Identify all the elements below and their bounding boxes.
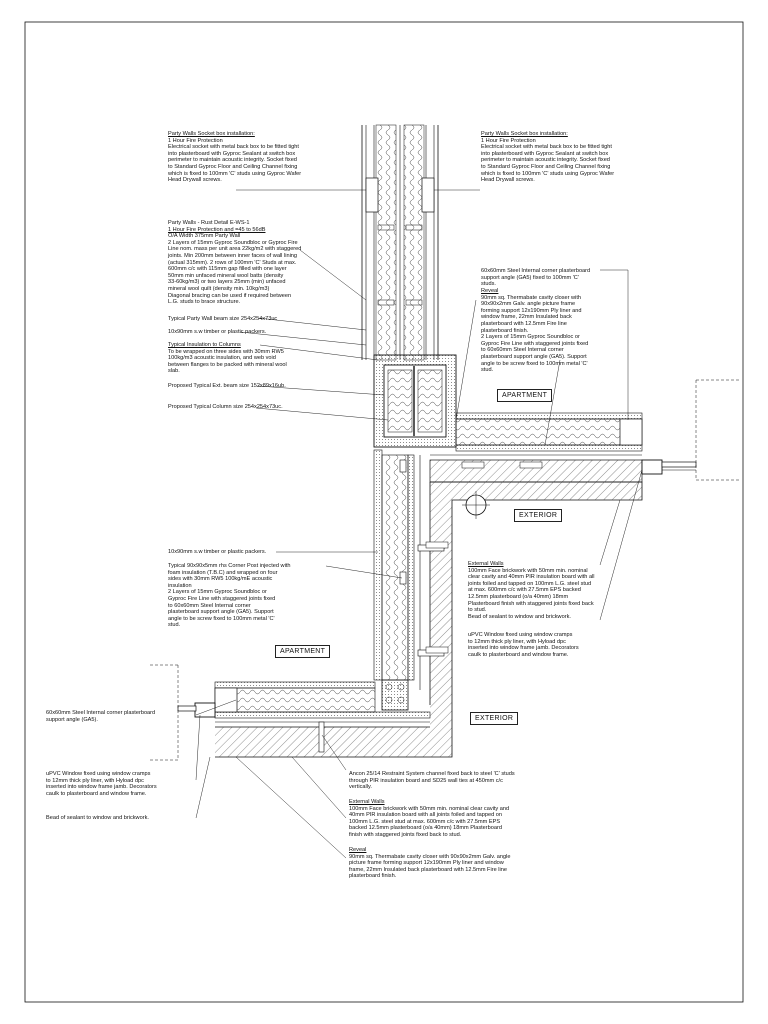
- note-line: O/A Width 375mm Party Wall: [168, 233, 241, 240]
- steel-column-junction: [374, 355, 456, 447]
- note-line: 60x60mm Steel Internal corner plasterboard: [46, 710, 156, 716]
- note-line: 50mm min unfaced mineral wool batts (density: [168, 272, 284, 279]
- note-line: to 12mm thick ply liner, with Hyload dpc: [468, 638, 566, 645]
- note-line: into plasterboard with Gyproc Sealant at switch box: [481, 150, 609, 157]
- note-line: which is fixed to 100mm 'C' studs using Gyproc Wafer: [168, 170, 302, 177]
- note-line: 100kg/m3 acoustic insulation, and web void: [168, 355, 276, 362]
- note-line: Head Drywall screws.: [481, 177, 535, 184]
- note-upvc-window-left: [46, 771, 206, 797]
- note-line: 2 Layers of 15mm Gyproc Soundbloc or: [168, 589, 267, 596]
- note-line: stud.: [168, 622, 181, 629]
- note-line: forming support 12x190mm Ply liner and: [481, 307, 582, 314]
- note-line: 2 Layers of 15mm Gyproc Soundbloc or: [481, 334, 580, 341]
- note-line: uPVC Window fixed using window cramps: [468, 632, 573, 638]
- note-line: 40mm PIR insulation board with all joints foiled and tapped on: [349, 812, 502, 819]
- note-line: perimeter to maintain acoustic integrity. Socket fixed: [168, 157, 297, 164]
- note-line: 1 Hour Fire Protection and =45 to 56dB: [168, 226, 266, 233]
- note-line: to 12mm thick ply liner, with Hyload dpc: [46, 777, 144, 784]
- note-line: backed 12.5mm plasterboard (o/a 40mm) 18mm Plasterboard: [349, 825, 502, 832]
- note-external-walls-bottom: [349, 799, 549, 839]
- note-column-size: Proposed Typical Column size 254x254x73uc.: [168, 404, 283, 410]
- note-heading: Party Walls Socket box installation:: [481, 131, 568, 137]
- note-socket-box-left: [168, 131, 368, 184]
- note-sealant-left: Bead of sealant to window and brickwork.: [46, 815, 149, 821]
- note-line: picture frame forming support 12x190mm Ply liner and window: [349, 860, 504, 867]
- note-line: 60x60mm Steel Internal corner plasterboard: [481, 268, 591, 274]
- note-corner-post: [168, 563, 368, 629]
- note-line: studs.: [481, 281, 496, 288]
- note-heading: External Walls: [468, 561, 504, 567]
- corner-post: [382, 680, 408, 710]
- note-line: plasterboard support angle (GA5). Support: [481, 353, 587, 360]
- note-line: 90mm sq. Thermabate cavity closer with: [481, 294, 581, 301]
- room-tag-exterior-upper: EXTERIOR: [514, 509, 562, 522]
- note-line: Electrical socket with metal back box to be fitted tight: [481, 144, 612, 151]
- party-wall-upper: [362, 125, 438, 360]
- note-upvc-window-right: [468, 632, 628, 658]
- note-line: stud.: [481, 367, 494, 374]
- note-line: 600mm c/c with 115mm gap filled with one layer: [168, 266, 287, 273]
- note-ext-beam: Proposed Typical Ext. beam size 152x89x16ub.: [168, 383, 286, 389]
- note-line: support angle (GA5) fixed to 100mm 'C': [481, 274, 579, 281]
- note-line: which is fixed to 100mm 'C' studs using Gyproc Wafer: [481, 170, 615, 177]
- note-line: slab.: [168, 368, 180, 375]
- note-line: sides with 30mm RW5 100kg/mE acoustic: [168, 576, 273, 583]
- note-line: to Standard Gyproc Floor and Ceiling Channel fixing: [481, 163, 611, 170]
- note-corner-angle-left: [46, 710, 206, 723]
- note-line: foam insulation (T.B.C) and wrapped on four: [168, 569, 278, 576]
- note-line: Head Drywall screws.: [168, 177, 222, 184]
- note-line: to 60x60mm Steel Internal corner: [168, 602, 251, 609]
- note-line: at max. 600mm c/c with 27.5mm EPS backed: [468, 587, 581, 594]
- note-line: window frame, 22mm Insulated back: [481, 314, 572, 321]
- note-line: caulk to plasterboard and window frame.: [46, 790, 147, 797]
- note-line: to stud.: [468, 607, 487, 614]
- note-line: joints foiled and tapped on 100mm L.G. steel stud: [468, 580, 592, 587]
- note-heading: Party Walls Socket box installation:: [168, 131, 255, 137]
- room-tag-apartment-lower: APARTMENT: [275, 645, 330, 658]
- note-heading: Typical Insulation to Columns: [168, 342, 241, 348]
- note-line: perimeter to maintain acoustic integrity. Socket fixed: [481, 157, 610, 164]
- note-packers-lower: 10x90mm s.w timber or plastic packers.: [168, 549, 267, 555]
- note-line: to Standard Gyproc Floor and Ceiling Channel fixing: [168, 163, 298, 170]
- note-line: Bead of sealant to window and brickwork.: [468, 613, 571, 620]
- note-line: angle to be screw fixed to 100mm metal 'C': [168, 615, 275, 622]
- room-tag-apartment-upper: APARTMENT: [497, 389, 552, 402]
- note-beam-size: Typical Party Wall beam size 254x254x73uc: [168, 316, 278, 322]
- note-line: plasterboard support angle (GA5). Support: [168, 609, 274, 616]
- note-line: Ancon 25/14 Restraint System channel fixed back to steel 'C' studs: [349, 771, 515, 777]
- note-line: Typical 90x90x5mm rhs Corner Post injected with: [168, 563, 291, 569]
- note-line: 33-60kg/m3) or two layers 25mm (min) unfaced: [168, 279, 286, 286]
- note-ancon: [349, 771, 589, 791]
- note-line: support angle (GA5).: [46, 716, 98, 723]
- note-line: Diagonal bracing can be used if required between: [168, 292, 292, 299]
- note-line: plasterboard finish.: [349, 873, 397, 880]
- note-line: frame, 22mm Insulated back plasterboard with 12.5mm Fire line: [349, 866, 507, 873]
- note-line: 1 Hour Fire Protection: [481, 137, 536, 144]
- note-line: clear cavity and 40mm PIR insulation board with all: [468, 574, 595, 581]
- note-line: 100mm Face brickwork with 50mm min. nominal: [468, 567, 588, 574]
- note-line: Gyproc Fire Line with staggered joints fixed: [481, 340, 589, 347]
- note-line: L.G. studs to brace structure.: [168, 299, 241, 306]
- note-line: Plasterboard finish with staggered joints fixed back: [468, 600, 594, 607]
- note-line: into plasterboard with Gyproc Sealant at switch box: [168, 150, 296, 157]
- note-line: plasterboard with 12.5mm Fire line: [481, 320, 567, 327]
- room-tag-exterior-lower: EXTERIOR: [470, 712, 518, 725]
- note-heading: Party Walls - Rust Detail E-WS-1: [168, 220, 250, 226]
- note-line: 90x90x2mm Galv. angle picture frame: [481, 301, 576, 308]
- note-line: 1 Hour Fire Protection: [168, 137, 223, 144]
- note-line: finish with staggered joints fixed back to stud.: [349, 831, 462, 838]
- note-heading: Reveal: [349, 847, 367, 853]
- note-reveal-bottom: [349, 847, 569, 880]
- note-line: To be wrapped on three sides with 30mm RW5: [168, 348, 284, 355]
- note-line: 12.5mm plasterboard (o/a 40mm) 18mm: [468, 593, 569, 600]
- note-line: inserted into window frame jamb. Decorators: [46, 784, 157, 791]
- note-line: angle to be screw fixed to 100mm metal 'C': [481, 360, 588, 367]
- note-line: to 60x60mm Steel Internal corner: [481, 347, 564, 354]
- note-line: joints. Min 200mm between inner faces of wall lining: [168, 252, 298, 259]
- note-line: 90mm sq. Thermabate cavity closer with 90x90x2mm Galv. angle: [349, 853, 511, 860]
- note-line: vertically.: [349, 784, 372, 791]
- note-socket-box-right: [481, 131, 681, 184]
- note-external-walls-right: [468, 561, 628, 620]
- note-line: insulation: [168, 582, 192, 589]
- note-line: 100mm Face brickwork with 50mm min. nominal clear cavity and: [349, 805, 510, 812]
- note-line: Line nom. mass per unit area 22kg/m2 with staggered: [168, 246, 302, 253]
- note-line: through PIR insulation board and SD25 wall ties at 450mm c/c: [349, 777, 503, 784]
- note-reveal-right: [481, 288, 631, 374]
- note-heading: Reveal: [481, 288, 499, 294]
- note-line: (actual 315mm). 2 rows of 100mm 'C' Studs at max.: [168, 259, 297, 266]
- note-line: Electrical socket with metal back box to be fitted tight: [168, 144, 299, 151]
- note-line: 2 Layers of 15mm Gyproc Soundbloc or Gyproc Fire: [168, 239, 298, 246]
- note-line: mineral wool quilt (density min. 10kg/m3): [168, 285, 270, 292]
- note-line: 100mm L.G. steel stud at max. 600mm c/c with 27.5mm EPS: [349, 818, 501, 825]
- note-line: caulk to plasterboard and window frame.: [468, 651, 569, 658]
- note-line: Gyproc Fire Line with staggered joints fixed: [168, 595, 276, 602]
- note-packers-upper: 10x90mm s.w timber or plastic packers.: [168, 329, 267, 335]
- note-heading: External Walls: [349, 799, 385, 805]
- note-corner-angle-right: [481, 268, 641, 288]
- note-line: plasterboard finish.: [481, 327, 529, 334]
- note-line: between flanges to be packed with mineral wool: [168, 361, 287, 368]
- note-line: uPVC Window fixed using window cramps: [46, 771, 151, 777]
- note-rust-detail: [168, 220, 368, 306]
- note-line: inserted into window frame jamb. Decorators: [468, 645, 579, 652]
- note-insulation-columns: [168, 342, 368, 375]
